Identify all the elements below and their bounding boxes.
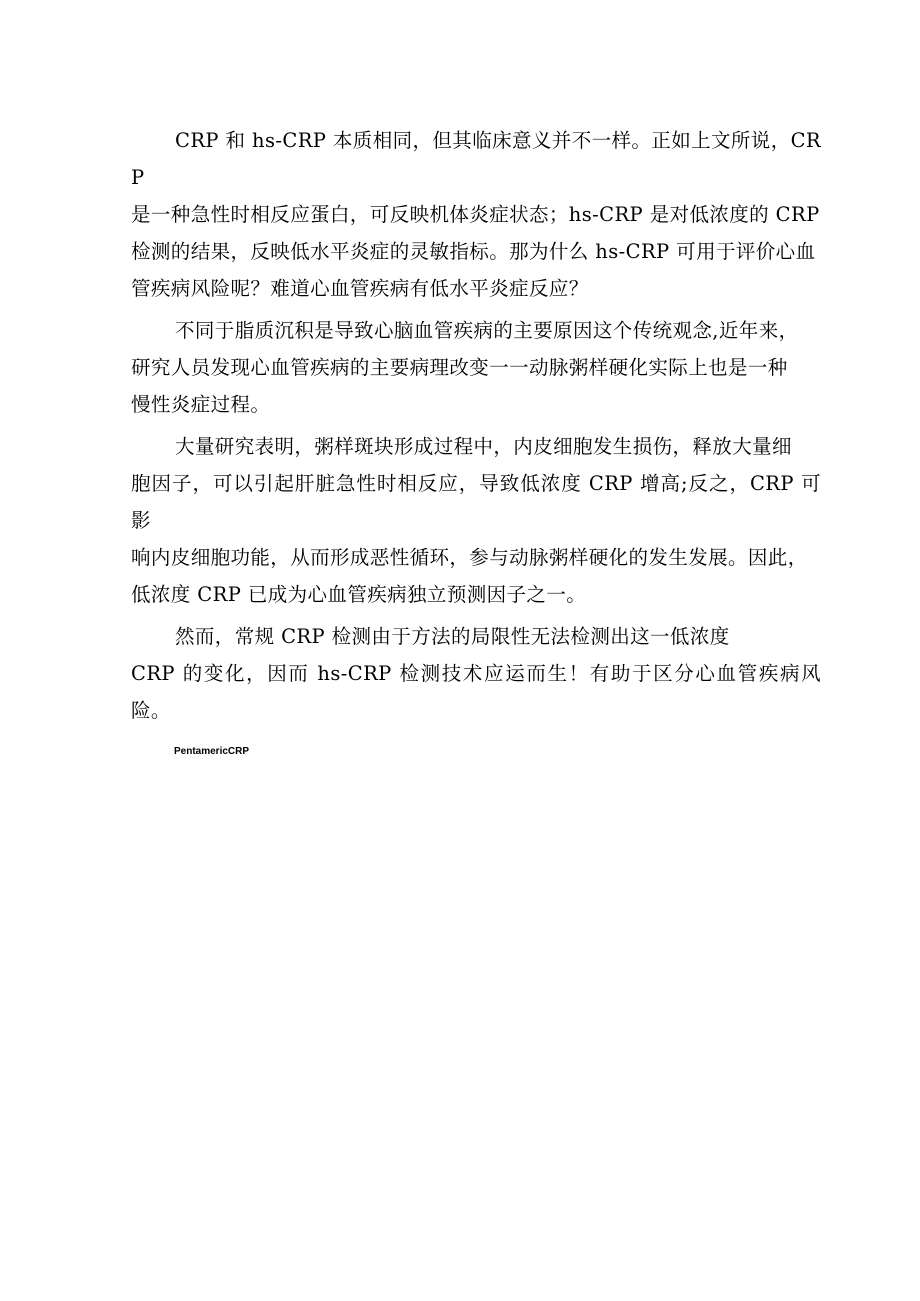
paragraph-line: 研究人员发现心血管疾病的主要病理改变一一动脉粥样硬化实际上也是一种 — [131, 356, 788, 379]
paragraph-1 — [131, 122, 821, 307]
paragraph-line: 检测的结果，反映低水平炎症的灵敏指标。那为什么 hs-CRP 可用于评价心血 — [131, 240, 816, 263]
figure-caption: PentamericCRP — [174, 746, 250, 757]
paragraph-line: 是一种急性时相反应蛋白，可反映机体炎症状态；hs-CRP 是对低浓度的 CRP — [131, 203, 820, 226]
paragraph-line: CRP 和 hs-CRP 本质相同，但其临床意义并不一样。正如上文所说，CRP — [131, 129, 821, 189]
body-text — [131, 122, 821, 734]
paragraph-line: 胞因子，可以引起肝脏急性时相反应，导致低浓度 CRP 增高;反之，CRP 可影 — [131, 472, 821, 532]
paragraph-line: 响内皮细胞功能，从而形成恶性循环，参与动脉粥样硬化的发生发展。因此， — [131, 546, 808, 569]
paragraph-line: 然而，常规 CRP 检测由于方法的局限性无法检测出这一低浓度 — [175, 625, 730, 648]
paragraph-3 — [131, 428, 821, 613]
paragraph-line: 管疾病风险呢？难道心血管疾病有低水平炎症反应？ — [131, 277, 589, 300]
paragraph-2 — [131, 312, 821, 423]
paragraph-line: 不同于脂质沉积是导致心脑血管疾病的主要原因这个传统观念,近年来， — [175, 319, 799, 342]
paragraph-line: 慢性炎症过程。 — [131, 393, 271, 416]
paragraph-line: 低浓度 CRP 已成为心血管疾病独立预测因子之一。 — [131, 583, 587, 606]
paragraph-4 — [131, 618, 821, 729]
paragraph-line: CRP 的变化，因而 hs-CRP 检测技术应运而生！有助于区分心血管疾病风险。 — [131, 662, 821, 722]
paragraph-line: 大量研究表明，粥样斑块形成过程中，内皮细胞发生损伤，释放大量细 — [175, 435, 792, 458]
